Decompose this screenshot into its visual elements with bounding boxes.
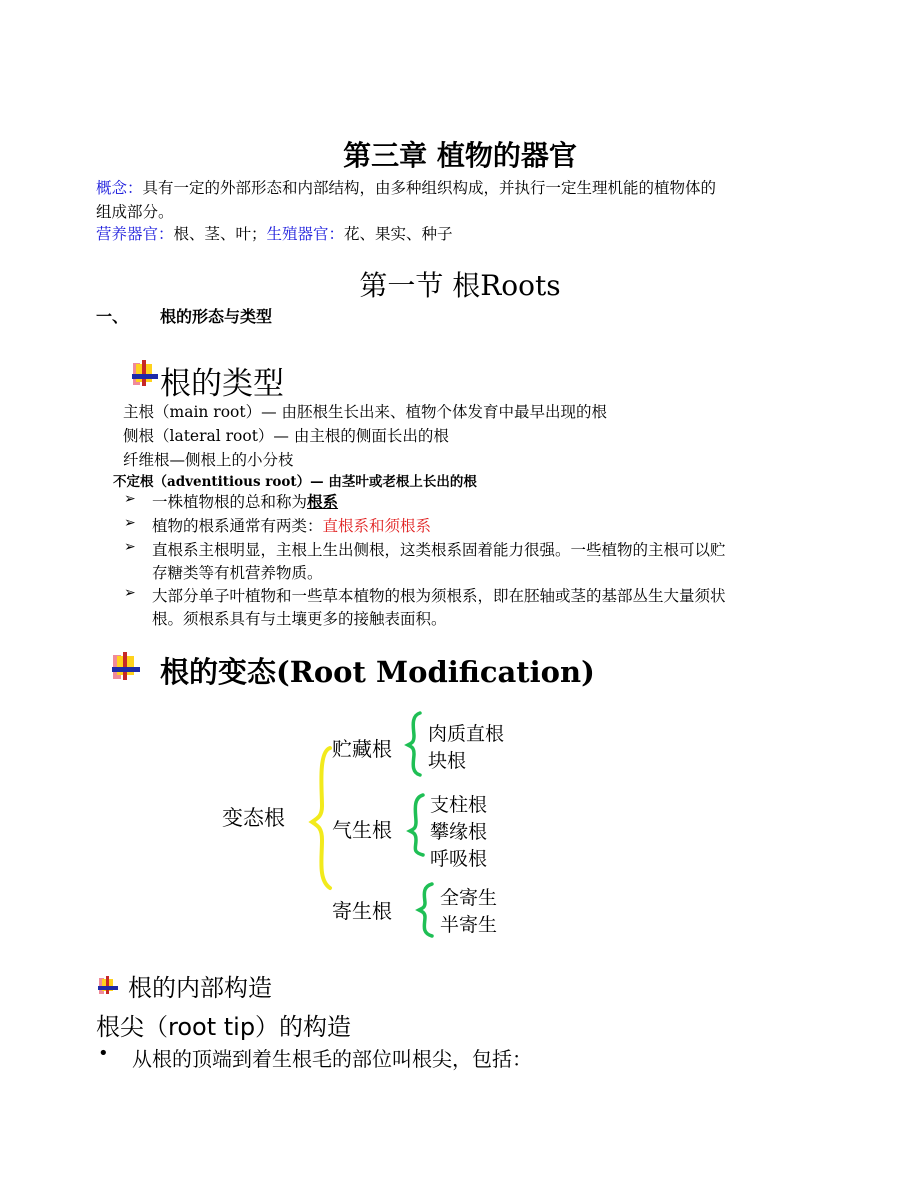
concept-label: 概念： bbox=[96, 179, 143, 197]
arrow-bullet-icon: ➢ bbox=[124, 515, 136, 531]
mod-group-storage: 贮藏根 bbox=[332, 737, 392, 761]
internal-heading: 根的内部构造 bbox=[128, 974, 272, 1002]
mod-item: 全寄生 bbox=[440, 887, 498, 909]
bullet-emphasis: 直根系和须根系 bbox=[322, 517, 432, 535]
root-type-main: 主根（main root）— 由胚根生长出来、植物个体发育中最早出现的根 bbox=[123, 403, 608, 421]
mod-root-label: 变态根 bbox=[222, 806, 285, 830]
bullet-item-line2: 存糖类等有机营养物质。 bbox=[152, 564, 323, 582]
concept-line-2: 组成部分。 bbox=[96, 203, 174, 221]
root-type-lateral: 侧根（lateral root）— 由主根的侧面长出的根 bbox=[123, 427, 449, 445]
arrow-bullet-icon: ➢ bbox=[124, 491, 136, 507]
modification-heading: 根的变态(Root Modification) bbox=[160, 655, 595, 689]
arrow-bullet-icon: ➢ bbox=[124, 539, 136, 555]
rep-organ-label: 生殖器官： bbox=[266, 225, 345, 243]
yellow-brace bbox=[312, 748, 330, 888]
subsection-number: 一、 bbox=[96, 307, 129, 326]
bullet-emphasis: 根系 bbox=[307, 492, 339, 511]
veg-organ-label: 营养器官： bbox=[96, 225, 174, 243]
green-brace bbox=[408, 713, 420, 775]
internal-subheading: 根尖（root tip）的构造 bbox=[96, 1013, 352, 1041]
arrow-bullet-icon: ➢ bbox=[124, 585, 136, 601]
mod-item: 块根 bbox=[428, 750, 467, 772]
mod-group-parasitic: 寄生根 bbox=[332, 899, 392, 923]
mod-group-aerial: 气生根 bbox=[332, 818, 392, 842]
mod-item: 肉质直根 bbox=[428, 723, 505, 745]
bullet-item-line1: 大部分单子叶植物和一些草本植物的根为须根系，即在胚轴或茎的基部丛生大量须状 bbox=[152, 587, 726, 605]
internal-bullet: 从根的顶端到着生根毛的部位叫根尖，包括： bbox=[132, 1047, 532, 1071]
concept-text: 具有一定的外部形态和内部结构，由多种组织构成，并执行一定生理机能的植物体的 bbox=[142, 179, 717, 197]
veg-organ-text: 根、茎、叶； bbox=[173, 225, 267, 243]
green-brace bbox=[419, 884, 432, 936]
mod-item: 呼吸根 bbox=[430, 848, 488, 870]
section-title: 第一节 根Roots bbox=[359, 269, 561, 302]
rep-organ-text: 花、果实、种子 bbox=[344, 225, 453, 243]
mod-item: 支柱根 bbox=[430, 794, 488, 816]
bullet-text: 一株植物根的总和称为 bbox=[152, 493, 308, 511]
mod-item: 半寄生 bbox=[440, 914, 498, 936]
bullet-text: 植物的根系通常有两类： bbox=[152, 517, 323, 535]
bullet-item-line2: 根。须根系具有与土壤更多的接触表面积。 bbox=[152, 610, 447, 628]
green-brace bbox=[410, 795, 423, 855]
root-type-fiber: 纤维根—侧根上的小分枝 bbox=[123, 451, 294, 469]
subsection-title: 根的形态与类型 bbox=[160, 307, 273, 326]
root-type-adventitious: 不定根（adventitious root）— 由茎叶或老根上长出的根 bbox=[113, 474, 477, 490]
bullet-plus-icon bbox=[96, 976, 118, 996]
page-title: 第三章 植物的器官 bbox=[343, 139, 577, 172]
root-types-heading: 根的类型 bbox=[160, 366, 284, 402]
bullet-item-line1: 直根系主根明显，主根上生出侧根，这类根系固着能力很强。一些植物的主根可以贮 bbox=[152, 541, 726, 559]
dot-bullet-icon: • bbox=[98, 1043, 109, 1064]
mod-item: 攀缘根 bbox=[430, 821, 488, 843]
